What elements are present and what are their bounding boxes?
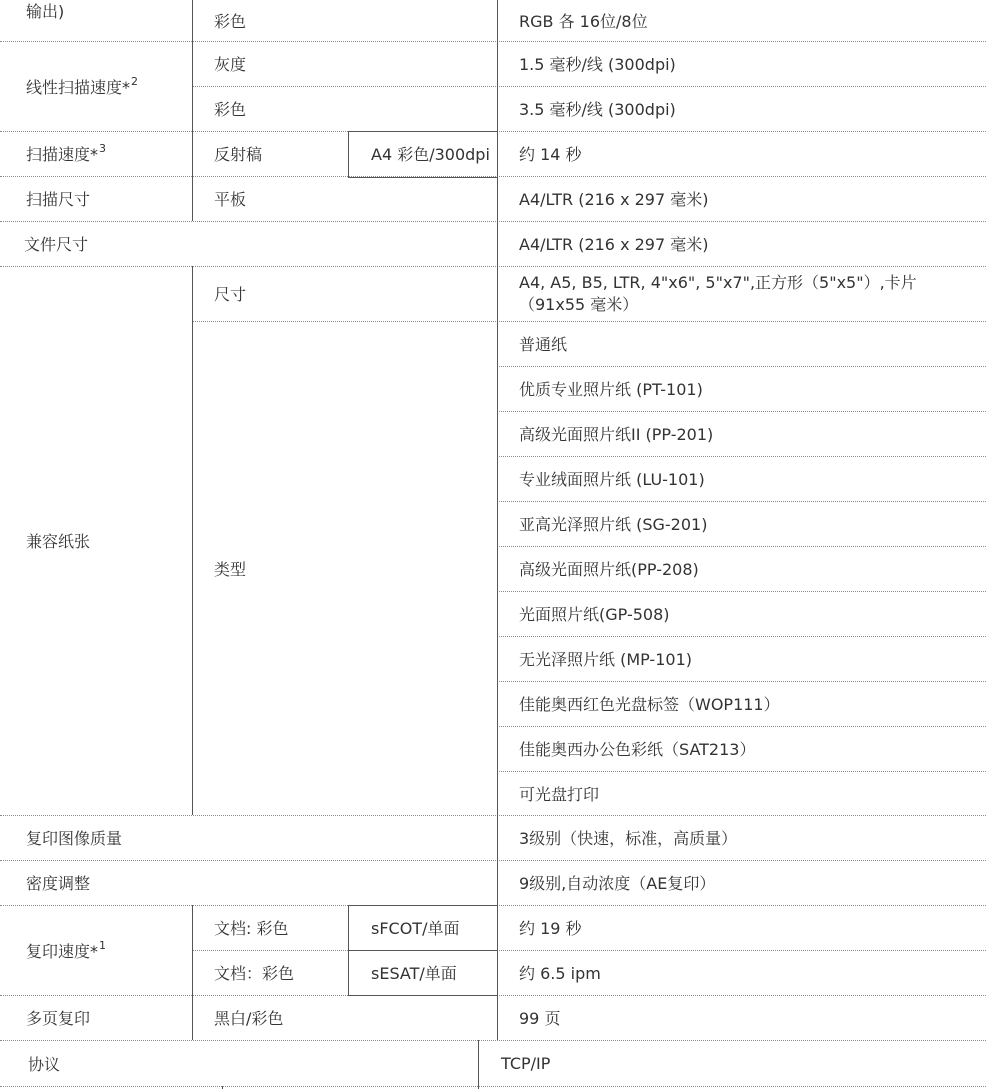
row-divider: [0, 1040, 986, 1041]
spec-label-density: 密度调整: [26, 874, 91, 893]
row-divider: [192, 321, 986, 322]
paper-type-item: 专业绒面照片纸 (LU-101): [519, 470, 705, 489]
spec-value-paper-size: A4, A5, B5, LTR, 4"x6", 5"x7",正方形（5"x5"）,卡片（91x55 毫米）: [519, 272, 917, 314]
spec-sub-flatbed: 平板: [214, 190, 247, 209]
paper-type-item: 亚高光泽照片纸 (SG-201): [519, 515, 708, 534]
spec-value-scan-speed: 约 14 秒: [519, 145, 582, 164]
spec-sub-paper-type: 类型: [214, 559, 247, 579]
row-divider: [0, 41, 986, 42]
spec-value-fcot: 约 19 秒: [519, 919, 582, 938]
spec-value-file-size: A4/LTR (216 x 297 毫米): [519, 235, 709, 254]
paper-type-item: 优质专业照片纸 (PT-101): [519, 380, 703, 399]
spec-label-output: 输出): [26, 1, 65, 21]
paper-type-item: 无光泽照片纸 (MP-101): [519, 650, 692, 669]
footnote-mark: 3: [99, 142, 107, 155]
spec-label-scan-speed: [26, 131, 106, 176]
spec-sub-gray: 灰度: [214, 55, 247, 74]
paper-type-item: 高级光面照片纸(PP-208): [519, 560, 699, 579]
spec-detail-scan-speed: A4 彩色/300dpi: [371, 145, 490, 164]
label-text: 复印速度*: [26, 941, 99, 961]
spec-sub-multi-copy: 黑白/彩色: [214, 1009, 284, 1028]
spec-sub-reflective: 反射稿: [214, 145, 263, 164]
column-divider: [478, 1040, 479, 1089]
spec-sub-paper-size: 尺寸: [214, 285, 247, 304]
spec-label-copy-speed: [26, 905, 106, 995]
paper-type-item: 佳能奥西红色光盘标签（WOP111）: [519, 695, 780, 714]
paper-type-item: 佳能奥西办公色彩纸（SAT213）: [519, 740, 756, 759]
row-divider: [0, 815, 986, 816]
spec-value-color: 3.5 毫秒/线 (300dpi): [519, 100, 676, 119]
spec-value-output: RGB 各 16位/8位: [519, 12, 648, 31]
column-divider: [192, 266, 193, 815]
spec-value-density: 9级别,自动浓度（AE复印）: [519, 874, 716, 893]
spec-detail-fcot: sFCOT/单面: [371, 919, 460, 938]
label-text: 线性扫描速度*: [26, 77, 131, 97]
spec-sub-output-color: 彩色: [214, 12, 247, 31]
paper-type-item: 光面照片纸(GP-508): [519, 605, 670, 624]
spec-value-gray: 1.5 毫秒/线 (300dpi): [519, 55, 676, 74]
row-divider: [0, 860, 986, 861]
spec-detail-esat: sESAT/单面: [371, 964, 457, 983]
spec-value-scan-size: A4/LTR (216 x 297 毫米): [519, 190, 709, 209]
spec-value-multi-copy: 99 页: [519, 1009, 561, 1028]
spec-label-file-size: 文件尺寸: [24, 235, 89, 254]
spec-label-scan-size: 扫描尺寸: [26, 190, 91, 209]
spec-label-line-scan-speed: [26, 41, 138, 131]
spec-value-esat: 约 6.5 ipm: [519, 964, 601, 983]
footnote-mark: 2: [131, 74, 139, 88]
spec-label-compatible-paper: 兼容纸张: [26, 532, 91, 551]
paper-type-item: 可光盘打印: [519, 784, 600, 804]
spec-value-copy-quality: 3级别（快速，标准，高质量）: [519, 829, 738, 848]
row-divider: [0, 221, 986, 222]
row-divider: [0, 1086, 986, 1087]
column-divider: [192, 905, 193, 1040]
spec-sub-esat: 文档：彩色: [214, 964, 295, 983]
paper-type-item: 高级光面照片纸II (PP-201): [519, 425, 714, 444]
spec-label-copy-quality: 复印图像质量: [26, 829, 123, 848]
spec-sub-color: 彩色: [214, 100, 247, 119]
paper-type-item: 普通纸: [519, 335, 568, 354]
label-text: 扫描速度*: [26, 145, 99, 164]
spec-label-multi-copy: 多页复印: [26, 1009, 91, 1028]
column-divider: [192, 0, 193, 221]
spec-value-protocol: TCP/IP: [501, 1053, 551, 1073]
spec-label-protocol: 协议: [28, 1054, 61, 1074]
spec-sub-fcot: 文档: 彩色: [214, 919, 289, 938]
footnote-mark: 1: [99, 938, 107, 952]
